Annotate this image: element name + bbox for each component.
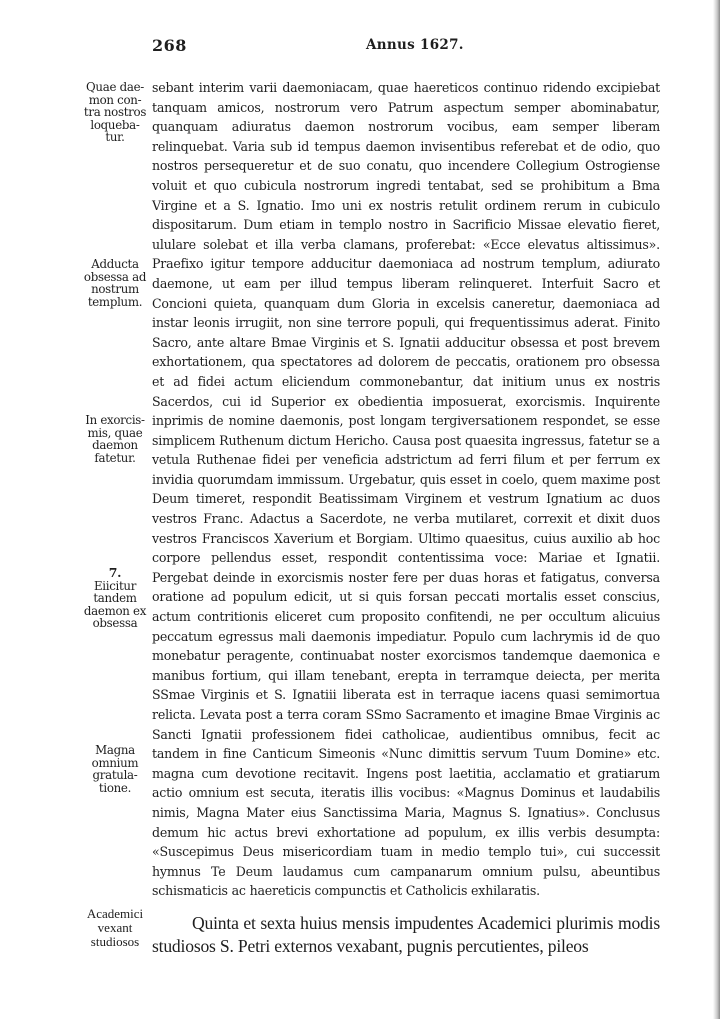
- margin-note-exorcisms: [80, 414, 150, 464]
- running-head: Annus 1627.: [366, 37, 464, 53]
- margin-note-line: obsessa: [92, 616, 138, 631]
- margin-note-line: fatetur.: [94, 450, 136, 465]
- margin-note-academici: [80, 907, 150, 950]
- margin-note-section-7: [80, 567, 150, 630]
- margin-note-line: tandem: [93, 591, 137, 606]
- margin-note-line: In exorcis-: [85, 413, 145, 427]
- margin-note-line: Academici: [86, 906, 144, 921]
- margin-note-adducta: [80, 258, 150, 308]
- main-text-block: [152, 78, 660, 901]
- margin-note-line: nostrum: [91, 282, 139, 297]
- section-number: 7.: [108, 565, 122, 580]
- next-paragraph-block: [152, 912, 660, 958]
- margin-note-line: daemon: [92, 438, 138, 453]
- margin-note-line: Adducta: [91, 257, 139, 271]
- margin-note-line: mis, quae: [87, 425, 143, 440]
- margin-note-line: studiosos: [90, 934, 140, 950]
- margin-note-line: tur.: [105, 130, 125, 145]
- paragraph-academici: Quinta et sexta huius mensis impudentes Academici plurimis modis studiosos S. Petri externos vexabant, pugnis percutientes, pileos: [152, 913, 660, 956]
- margin-note-line: tra nostros: [83, 105, 147, 120]
- margin-note-line: Magna: [95, 743, 135, 757]
- margin-note-daemon-speaks: [80, 81, 150, 144]
- margin-note-line: tione.: [98, 780, 132, 795]
- margin-note-line: Eiicitur: [93, 578, 137, 593]
- page-number: 268: [152, 36, 187, 55]
- margin-note-line: gratula-: [92, 768, 138, 783]
- page-edge-shadow: [713, 0, 720, 1019]
- paragraph-exorcism: sebant interim varii daemoniacam, quae haereticos continuo ridendo excipiebat tanquam amicos, nostrorum vero Patrum aspectum semper abominabatur, quanquam adiuratus daemon nostrorum vocibus, eam semper liberam relinquebat. Varia sub id tempus daemon invisentibus referebat et de odio, quo nostros persequeretur et de suo conatu, quo incendere Collegium Ostrogiense voluit et quo cubicula nostrorum ingredi tentabat, sed se prohibitum a Bma Virgine et a S. Ignatio. Imo uni ex nostris retulit ordinem rerum in cubiculo dispositarum. Dum etiam in templo nostro in Sacrificio Missae elevatio fieret, ululare solebat et illa verba clamans, proferebat: «Ecce elevatus altissimus». Praefixo igitur tempore adducitur daemoniaca ad nostrum templum, adiurato daemone, ut eam per illud tempus liberam relinqueret. Interfuit Sacro et Concioni quieta, quanquam dum Gloria in excelsis caneretur, daemoniaca ad instar leonis irrugiit, non sine terrore populi, qui frequentissimus aderat. Finito Sacro, ante altare Bmae Virginis et S. Ignatii adducitur obsessa et post brevem exhortationem, qua spectatores ad dolorem de peccatis, orationem pro obsessa et ad fidei actum eliciendum commonebantur, dat initium unus ex nostris Sacerdos, cui id Superior ex obedientia imposuerat, exorcismis. Inquirente inprimis de nomine daemonis, post longam tergiversationem respondet, se esse simplicem Ruthenum dictum Hericho. Causa post quaesita ingressus, fatetur se a vetula Ruthenae fidei per veneficia adstrictum ad ferri filum et per ferrum ex invidia quorumdam immissum. Urgebatur, quis esset in coelo, quem maxime post Deum timeret, respondit Beatissimam Virginem et vestrum Ignatium ac duos vestros Franc. Adactus a Sacerdote, ne verba mutilaret, correxit et dixit duos vestros Franciscos Xaverium et Borgiam. Ultimo quaesitus, cuius auxilio ab hoc corpore pellendus esset, respondit contentissima voce: Mariae et Ignatii. Pergebat deinde in exorcismis noster fere per duas horas et fatigatus, conversa oratione ad populum edicit, ut si quis forsan peccati mortalis esset conscius, actum contritionis eliceret cum proposito confitendi, ne per occultum alicuius peccatum egressus mali daemonis impediatur. Populo cum lachrymis id de quo monebatur peragente, continuabat noster exorcismos tandemque daemonica e manibus fortium, qui illam tenebant, erepta in terramque deiecta, per merita SSmae Virginis et S. Ignatiii liberata est in terraque iacens quasi semimortua relicta. Levata post a terra coram SSmo Sacramento et imagine Bmae Virginis ac Sancti Ignatii professionem fidei catholicae, audientibus omnibus, fecit ac tandem in fine Canticum Simeonis «Nunc dimittis servum Tuum Domine» etc. magna cum devotione recitavit. Ingens post laetitia, acclamatio et gratiarum actio omnium est secuta, iteratis illis vocibus: «Magnus Dominus et laudabilis nimis, Magna Mater eius Sanctissima Maria, Magnus S. Ignatius». Conclusus demum hic actus brevi exhortatione ad populum, ex illis verbis desumpta: «Suscepimus Deus misericordiam tuam in medio templo tui», cui successit hymnus Te Deum laudamus cum campanarum omnium pulsu, abeuntibus schismaticis ac haereticis compunctis et Catholicis exhilaratis.: [152, 80, 660, 899]
- margin-note-line: loqueba-: [90, 117, 140, 132]
- margin-note-gratulation: [80, 744, 150, 794]
- margin-note-line: obsessa ad: [83, 269, 147, 284]
- margin-note-line: omnium: [91, 755, 139, 770]
- margin-note-line: daemon ex: [83, 603, 147, 618]
- margin-note-line: templum.: [87, 294, 143, 309]
- margin-note-line: mon con-: [88, 92, 142, 107]
- margin-note-line: vexant: [97, 920, 133, 936]
- margin-note-line: Quae dae-: [86, 80, 144, 94]
